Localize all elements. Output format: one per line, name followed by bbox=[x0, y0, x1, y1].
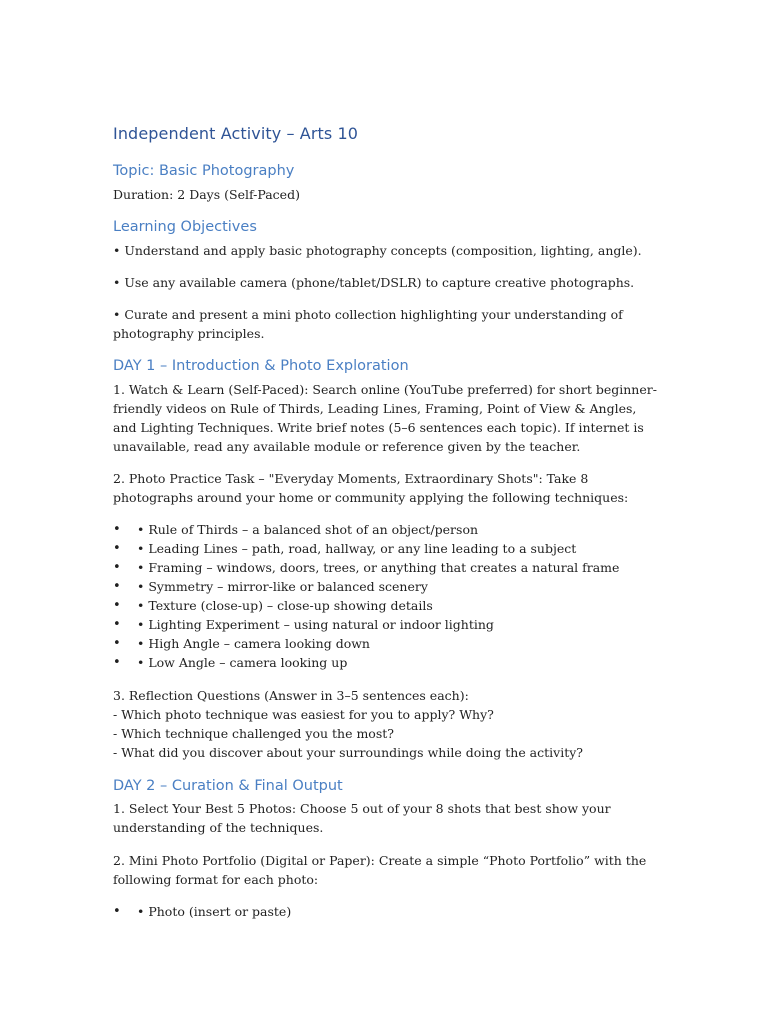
duration-text: Duration: 2 Days (Self-Paced) bbox=[113, 187, 300, 202]
technique-text: • Low Angle – camera looking up bbox=[137, 655, 348, 670]
format-text: • Photo (insert or paste) bbox=[137, 904, 292, 919]
day2-step2: 2. Mini Photo Portfolio (Digital or Paper): Create a simple “Photo Portfolio” with the following format for each photo: bbox=[113, 853, 647, 887]
day2-step1: 1. Select Your Best 5 Photos: Choose 5 out of your 8 shots that best show your understanding of the techniques. bbox=[113, 801, 611, 835]
technique-text: • Leading Lines – path, road, hallway, or any line leading to a subject bbox=[137, 541, 577, 556]
bullet-icon: • bbox=[113, 617, 121, 632]
bullet-icon: • bbox=[113, 655, 121, 670]
list-item bbox=[113, 902, 291, 921]
list-item bbox=[113, 653, 619, 672]
day1-step1: 1. Watch & Learn (Self-Paced): Search online (YouTube preferred) for short beginner-friendly videos on Rule of Thirds, Leading Lines, Framing, Point of View & Angles, and Lighting Techniques. Write brief notes (5–6 sentences each topic). If internet is unavailable, read any available module or reference given by the teacher. bbox=[113, 382, 657, 454]
objective-item: • Understand and apply basic photography concepts (composition, lighting, angle). bbox=[113, 243, 642, 258]
objective-item: • Use any available camera (phone/tablet/DSLR) to capture creative photographs. bbox=[113, 275, 635, 290]
list-item bbox=[113, 558, 619, 577]
topic-heading: Topic: Basic Photography bbox=[113, 163, 295, 179]
day2-heading: DAY 2 – Curation & Final Output bbox=[113, 778, 343, 794]
technique-text: • Symmetry – mirror-like or balanced scenery bbox=[137, 579, 428, 594]
bullet-icon: • bbox=[113, 904, 121, 919]
bullet-icon: • bbox=[113, 522, 121, 537]
technique-text: • Rule of Thirds – a balanced shot of an object/person bbox=[137, 522, 479, 537]
reflection-question: - Which photo technique was easiest for you to apply? Why? bbox=[113, 707, 494, 722]
techniques-list bbox=[113, 520, 619, 672]
list-item bbox=[113, 577, 619, 596]
reflection-question: - What did you discover about your surroundings while doing the activity? bbox=[113, 745, 584, 760]
technique-text: • High Angle – camera looking down bbox=[137, 636, 370, 651]
bullet-icon: • bbox=[113, 636, 121, 651]
list-item bbox=[113, 615, 619, 634]
technique-text: • Framing – windows, doors, trees, or anything that creates a natural frame bbox=[137, 560, 620, 575]
reflection-question: - Which technique challenged you the most? bbox=[113, 726, 394, 741]
portfolio-format-list bbox=[113, 902, 291, 921]
document-title: Independent Activity – Arts 10 bbox=[113, 124, 359, 143]
day1-heading: DAY 1 – Introduction & Photo Exploration bbox=[113, 358, 409, 374]
bullet-icon: • bbox=[113, 541, 121, 556]
bullet-icon: • bbox=[113, 598, 121, 613]
list-item bbox=[113, 539, 619, 558]
bullet-icon: • bbox=[113, 579, 121, 594]
list-item bbox=[113, 520, 619, 539]
list-item bbox=[113, 596, 619, 615]
technique-text: • Lighting Experiment – using natural or indoor lighting bbox=[137, 617, 494, 632]
day1-step3: 3. Reflection Questions (Answer in 3–5 sentences each): bbox=[113, 688, 469, 703]
objective-item: • Curate and present a mini photo collection highlighting your understanding of photography principles. bbox=[113, 307, 623, 341]
list-item bbox=[113, 634, 619, 653]
technique-text: • Texture (close-up) – close-up showing details bbox=[137, 598, 433, 613]
objectives-heading: Learning Objectives bbox=[113, 219, 257, 235]
bullet-icon: • bbox=[113, 560, 121, 575]
day1-step2: 2. Photo Practice Task – "Everyday Moments, Extraordinary Shots": Take 8 photographs around your home or community applying the following techniques: bbox=[113, 471, 629, 505]
